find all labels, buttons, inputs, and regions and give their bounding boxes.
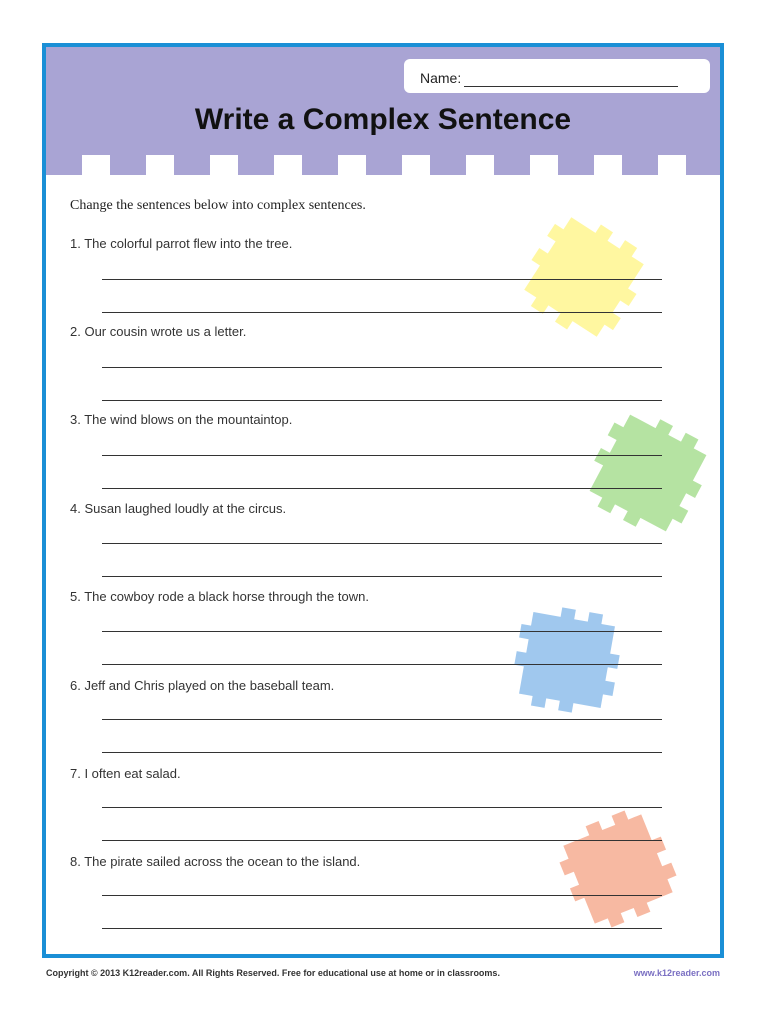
header-notch bbox=[530, 155, 558, 175]
header-notch bbox=[658, 155, 686, 175]
website-link[interactable]: www.k12reader.com bbox=[633, 968, 720, 978]
header-notch bbox=[402, 155, 430, 175]
answer-line[interactable] bbox=[102, 664, 662, 665]
question-2: 2. Our cousin wrote us a letter. bbox=[70, 324, 247, 339]
answer-line[interactable] bbox=[102, 928, 662, 929]
question-5: 5. The cowboy rode a black horse through the town. bbox=[70, 589, 369, 604]
puzzle-shape bbox=[551, 802, 686, 937]
question-6: 6. Jeff and Chris played on the baseball team. bbox=[70, 678, 335, 693]
header-band bbox=[46, 47, 720, 175]
name-field[interactable] bbox=[404, 59, 710, 93]
answer-line[interactable] bbox=[102, 400, 662, 401]
yellow-puzzle-piece-icon bbox=[512, 205, 656, 349]
question-8: 8. The pirate sailed across the ocean to the island. bbox=[70, 854, 361, 869]
worksheet-frame bbox=[42, 43, 724, 958]
answer-line[interactable] bbox=[102, 631, 662, 632]
blue-puzzle-piece-icon bbox=[498, 591, 636, 729]
answer-line[interactable] bbox=[102, 752, 662, 753]
puzzle-shape bbox=[512, 205, 656, 349]
answer-line[interactable] bbox=[102, 279, 662, 280]
answer-line[interactable] bbox=[102, 367, 662, 368]
name-label: Name: bbox=[420, 70, 462, 86]
name-line[interactable] bbox=[464, 86, 678, 87]
instructions: Change the sentences below into complex sentences. bbox=[70, 198, 366, 213]
answer-line[interactable] bbox=[102, 719, 662, 720]
question-7: 7. I often eat salad. bbox=[70, 766, 181, 781]
header-notch bbox=[594, 155, 622, 175]
header-notch bbox=[338, 155, 366, 175]
header-notch bbox=[466, 155, 494, 175]
header-notch bbox=[274, 155, 302, 175]
green-puzzle-piece-icon bbox=[576, 401, 720, 545]
answer-line[interactable] bbox=[102, 895, 662, 896]
page-title: Write a Complex Sentence bbox=[194, 103, 572, 136]
copyright-notice: Copyright © 2013 K12reader.com. All Rights Reserved. Free for educational use at home or in classrooms. bbox=[46, 968, 500, 978]
answer-line[interactable] bbox=[102, 312, 662, 313]
answer-line[interactable] bbox=[102, 455, 662, 456]
answer-line[interactable] bbox=[102, 807, 662, 808]
answer-line[interactable] bbox=[102, 576, 662, 577]
puzzle-shape bbox=[576, 401, 720, 545]
puzzle-shape bbox=[508, 601, 626, 719]
answer-line[interactable] bbox=[102, 488, 662, 489]
header-notch bbox=[82, 155, 110, 175]
question-3: 3. The wind blows on the mountaintop. bbox=[70, 412, 293, 427]
question-1: 1. The colorful parrot flew into the tree. bbox=[70, 236, 293, 251]
question-4: 4. Susan laughed loudly at the circus. bbox=[70, 501, 287, 516]
answer-line[interactable] bbox=[102, 543, 662, 544]
header-notch bbox=[146, 155, 174, 175]
answer-line[interactable] bbox=[102, 840, 662, 841]
header-notch bbox=[210, 155, 238, 175]
orange-puzzle-piece-icon bbox=[548, 799, 688, 939]
